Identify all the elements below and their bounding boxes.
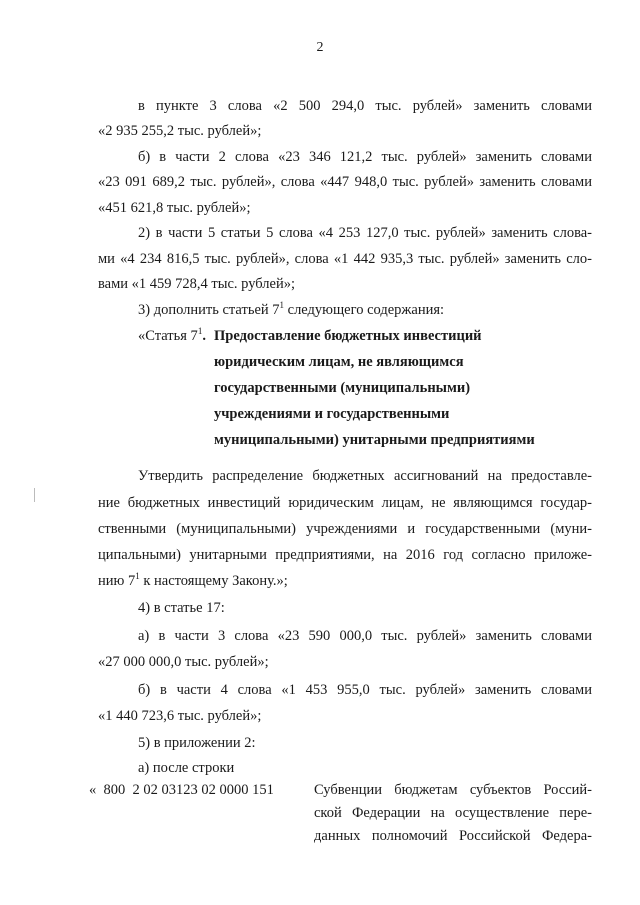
article-prefix: «Статья $7^1$. xyxy=(138,326,206,344)
text-line: вами «1 459 728,4 тыс. рублей»; xyxy=(98,276,296,292)
superscript: 1 xyxy=(135,571,140,581)
budget-code: « 800 2 02 03123 02 0000 151 xyxy=(89,782,274,798)
article-title-line: муниципальными) унитарными предприятиями xyxy=(214,432,535,448)
text-line: 2) в части 5 статьи 5 слова «4 253 127,0 тыс. рублей» заменить слова- xyxy=(138,225,592,241)
text-line: ми «4 234 816,5 тыс. рублей», слова «1 442 935,3 тыс. рублей» заменить сло- xyxy=(98,251,592,267)
article-title-line: государственными (муниципальными) xyxy=(214,380,471,396)
text-line: «451 621,8 тыс. рублей»; xyxy=(98,200,251,216)
text-line: Утвердить распределение бюджетных ассигнований на предоставле- xyxy=(138,468,592,484)
article-title-line: юридическим лицам, не являющимся xyxy=(214,354,464,370)
budget-description-line: данных полномочий Российской Федера- xyxy=(314,828,592,844)
text-line: ние бюджетных инвестиций юридическим лицам, не являющимся государ- xyxy=(98,495,592,511)
text-line: а) в части 3 слова «23 590 000,0 тыс. рублей» заменить словами xyxy=(138,628,592,644)
page-number: 2 xyxy=(316,40,324,55)
text-line: «1 440 723,6 тыс. рублей»; xyxy=(98,708,262,724)
text-line: «27 000 000,0 тыс. рублей»; xyxy=(98,654,269,670)
text-line: 3) дополнить статьей $7^1$ следующего содержания: xyxy=(138,300,445,318)
text-line: 5) в приложении 2: xyxy=(138,735,256,751)
text-line: б) в части 2 слова «23 346 121,2 тыс. рублей» заменить словами xyxy=(138,149,592,165)
text-line: а) после строки xyxy=(138,760,235,776)
text-line: б) в части 4 слова «1 453 955,0 тыс. рублей» заменить словами xyxy=(138,682,592,698)
margin-mark xyxy=(34,488,35,502)
superscript: 1 xyxy=(279,300,285,310)
text-line: в пункте 3 слова «2 500 294,0 тыс. рублей» заменить словами xyxy=(138,98,592,114)
text-line: ципальными) унитарными предприятиями, на 2016 год согласно приложе- xyxy=(98,547,592,563)
text-line: нию $7^1$ к настоящему Закону.»; xyxy=(98,571,288,589)
budget-description-line: ской Федерации на осуществление пере- xyxy=(314,805,592,821)
article-title-line: Предоставление бюджетных инвестиций xyxy=(214,328,482,344)
text-line: «2 935 255,2 тыс. рублей»; xyxy=(98,123,262,139)
text-line: 4) в статье 17: xyxy=(138,600,225,616)
text-line: «23 091 689,2 тыс. рублей», слова «447 948,0 тыс. рублей» заменить словами xyxy=(98,174,592,190)
article-title-line: учреждениями и государственными xyxy=(214,406,450,422)
text-line: ственными (муниципальными) учреждениями и государственными (муни- xyxy=(98,521,592,537)
budget-description-line: Субвенции бюджетам субъектов Россий- xyxy=(314,782,592,798)
